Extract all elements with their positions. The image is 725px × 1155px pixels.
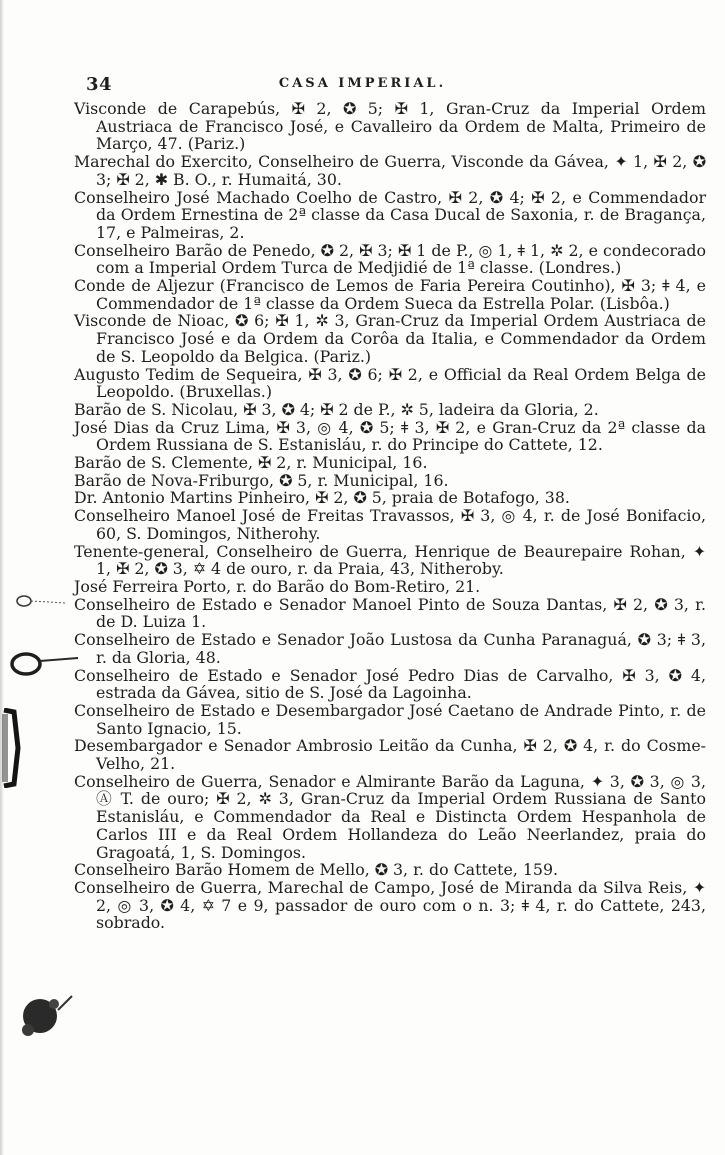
entry-leitao-cunha: Desembargador e Senador Ambrosio Leitão da Cunha, ✠ 2, ✪ 4, r. do Cosme-Velho, 21. xyxy=(74,736,706,774)
page-number: 34 xyxy=(86,74,113,95)
entry-barao-s-clemente: Barão de S. Clemente, ✠ 2, r. Municipal, 16. xyxy=(74,453,428,473)
entry-barao-nova-friburgo: Barão de Nova-Friburgo, ✪ 5, r. Municipal, 16. xyxy=(74,470,449,490)
entry-jose-dias-cruz-lima: José Dias da Cruz Lima, ✠ 3, ◎ 4, ✪ 5; ǂ 3, ✠ 2, e Gran-Cruz da 2ª classe da Ordem Russiana de S. Estanisláu, r. do Principe do Cattete, 12. xyxy=(74,417,706,455)
entry-visconde-nioac: Visconde de Nioac, ✪ 6; ✠ 1, ✲ 3, Gran-Cruz da Imperial Ordem Austriaca de Francisco José e da Ordem da Corôa da Italia, e Commendador da Ordem de S. Leopoldo da Belgica. (Pariz.) xyxy=(74,311,706,366)
entry-dias-carvalho: Conselheiro de Estado e Senador José Pedro Dias de Carvalho, ✠ 3, ✪ 4, estrada da Gávea, sitio de S. José da Lagoinha. xyxy=(74,665,706,703)
entry-andrade-pinto: Conselheiro de Estado e Desembargador José Caetano de Andrade Pinto, r. de Santo Ignacio, 15. xyxy=(74,700,706,738)
entry-barao-s-nicolau: Barão de S. Nicolau, ✠ 3, ✪ 4; ✠ 2 de P., ✲ 5, ladeira da Gloria, 2. xyxy=(74,399,599,419)
entry-visconde-gavea: Marechal do Exercito, Conselheiro de Guerra, Visconde da Gávea, ✦ 1, ✠ 2, ✪ 3; ✠ 2, ✱ B. O., r. Humaitá, 30. xyxy=(74,152,706,189)
entry-list xyxy=(74,100,706,932)
entry-conde-aljezur: Conde de Aljezur (Francisco de Lemos de Faria Pereira Coutinho), ✠ 3; ǂ 4, e Commendador de 1ª classe da Ordem Sueca da Estrella Polar. (Lisbôa.) xyxy=(74,276,706,313)
entry-barao-penedo: Conselheiro Barão de Penedo, ✪ 2, ✠ 3; ✠ 1 de P., ◎ 1, ǂ 1, ✲ 2, e condecorado com a Imperial Ordem Turca de Medjidié de 1ª classe. (Londres.) xyxy=(74,240,706,278)
entry-jose-machado-coelho: Conselheiro José Machado Coelho de Castro, ✠ 2, ✪ 4; ✠ 2, e Commendador da Ordem Ernestina de 2ª classe da Casa Ducal de Saxonia, r. de Bragança, 17, e Palmeiras, 2. xyxy=(74,187,706,242)
ink-mark xyxy=(14,592,70,608)
entry-visconde-carapebus: Visconde de Carapebús, ✠ 2, ✪ 5; ✠ 1, Gran-Cruz da Imperial Ordem Austriaca de Francisco José, e Cavalleiro da Ordem de Malta, Primeiro de Março, 47. (Pariz.) xyxy=(74,99,706,154)
entry-paranagua: Conselheiro de Estado e Senador João Lustosa da Cunha Paranaguá, ✪ 3; ǂ 3, r. da Gloria, 48. xyxy=(74,630,706,667)
entry-miranda-silva-reis: Conselheiro de Guerra, Marechal de Campo, José de Miranda da Silva Reis, ✦ 2, ◎ 3, ✪ 4, ✡ 7 e 9, passador de ouro com o n. 3; ǂ 4, r. do Cattete, 243, sobrado. xyxy=(74,877,706,933)
entry-souza-dantas: Conselheiro de Estado e Senador Manoel Pinto de Souza Dantas, ✠ 2, ✪ 3, r. de D. Luiza 1. xyxy=(74,594,706,632)
entry-augusto-tedim: Augusto Tedim de Sequeira, ✠ 3, ✪ 6; ✠ 2, e Official da Real Ordem Belga de Leopoldo. (Bruxellas.) xyxy=(74,364,706,402)
entry-beaurepaire-rohan: Tenente-general, Conselheiro de Guerra, Henrique de Beaurepaire Rohan, ✦ 1, ✠ 2, ✪ 3, ✡ 4 de ouro, r. da Praia, 43, Nitheroby. xyxy=(74,541,706,579)
entry-manoel-travassos: Conselheiro Manoel José de Freitas Travassos, ✠ 3, ◎ 4, r. de José Bonifacio, 60, S. Domingos, Nitherohy. xyxy=(74,506,706,543)
entry-jose-ferreira-porto: José Ferreira Porto, r. do Barão do Bom-Retiro, 21. xyxy=(74,576,481,596)
page-edge-shadow xyxy=(0,0,4,1155)
entry-homem-de-mello: Conselheiro Barão Homem de Mello, ✪ 3, r. do Cattete, 159. xyxy=(74,860,559,880)
entry-barao-laguna: Conselheiro de Guerra, Senador e Almirante Barão da Laguna, ✦ 3, ✪ 3, ◎ 3, Ⓐ T. de ouro; ✠ 2, ✲ 3, Gran-Cruz da Imperial Ordem Russiana de Santo Estanisláu, e Commendador da Real e Distincta Ordem Hespanhola de Carlos III e da Real Ordem Hollandeza do Leão Neerlandez, praia do Gragoatá, 1, S. Domingos. xyxy=(74,771,706,862)
ink-mark xyxy=(14,990,74,1046)
ink-mark xyxy=(8,650,80,678)
running-head: CASA IMPERIAL. xyxy=(278,76,447,91)
entry-antonio-martins-pinheiro: Dr. Antonio Martins Pinheiro, ✠ 2, ✪ 5, praia de Botafogo, 38. xyxy=(74,488,570,508)
